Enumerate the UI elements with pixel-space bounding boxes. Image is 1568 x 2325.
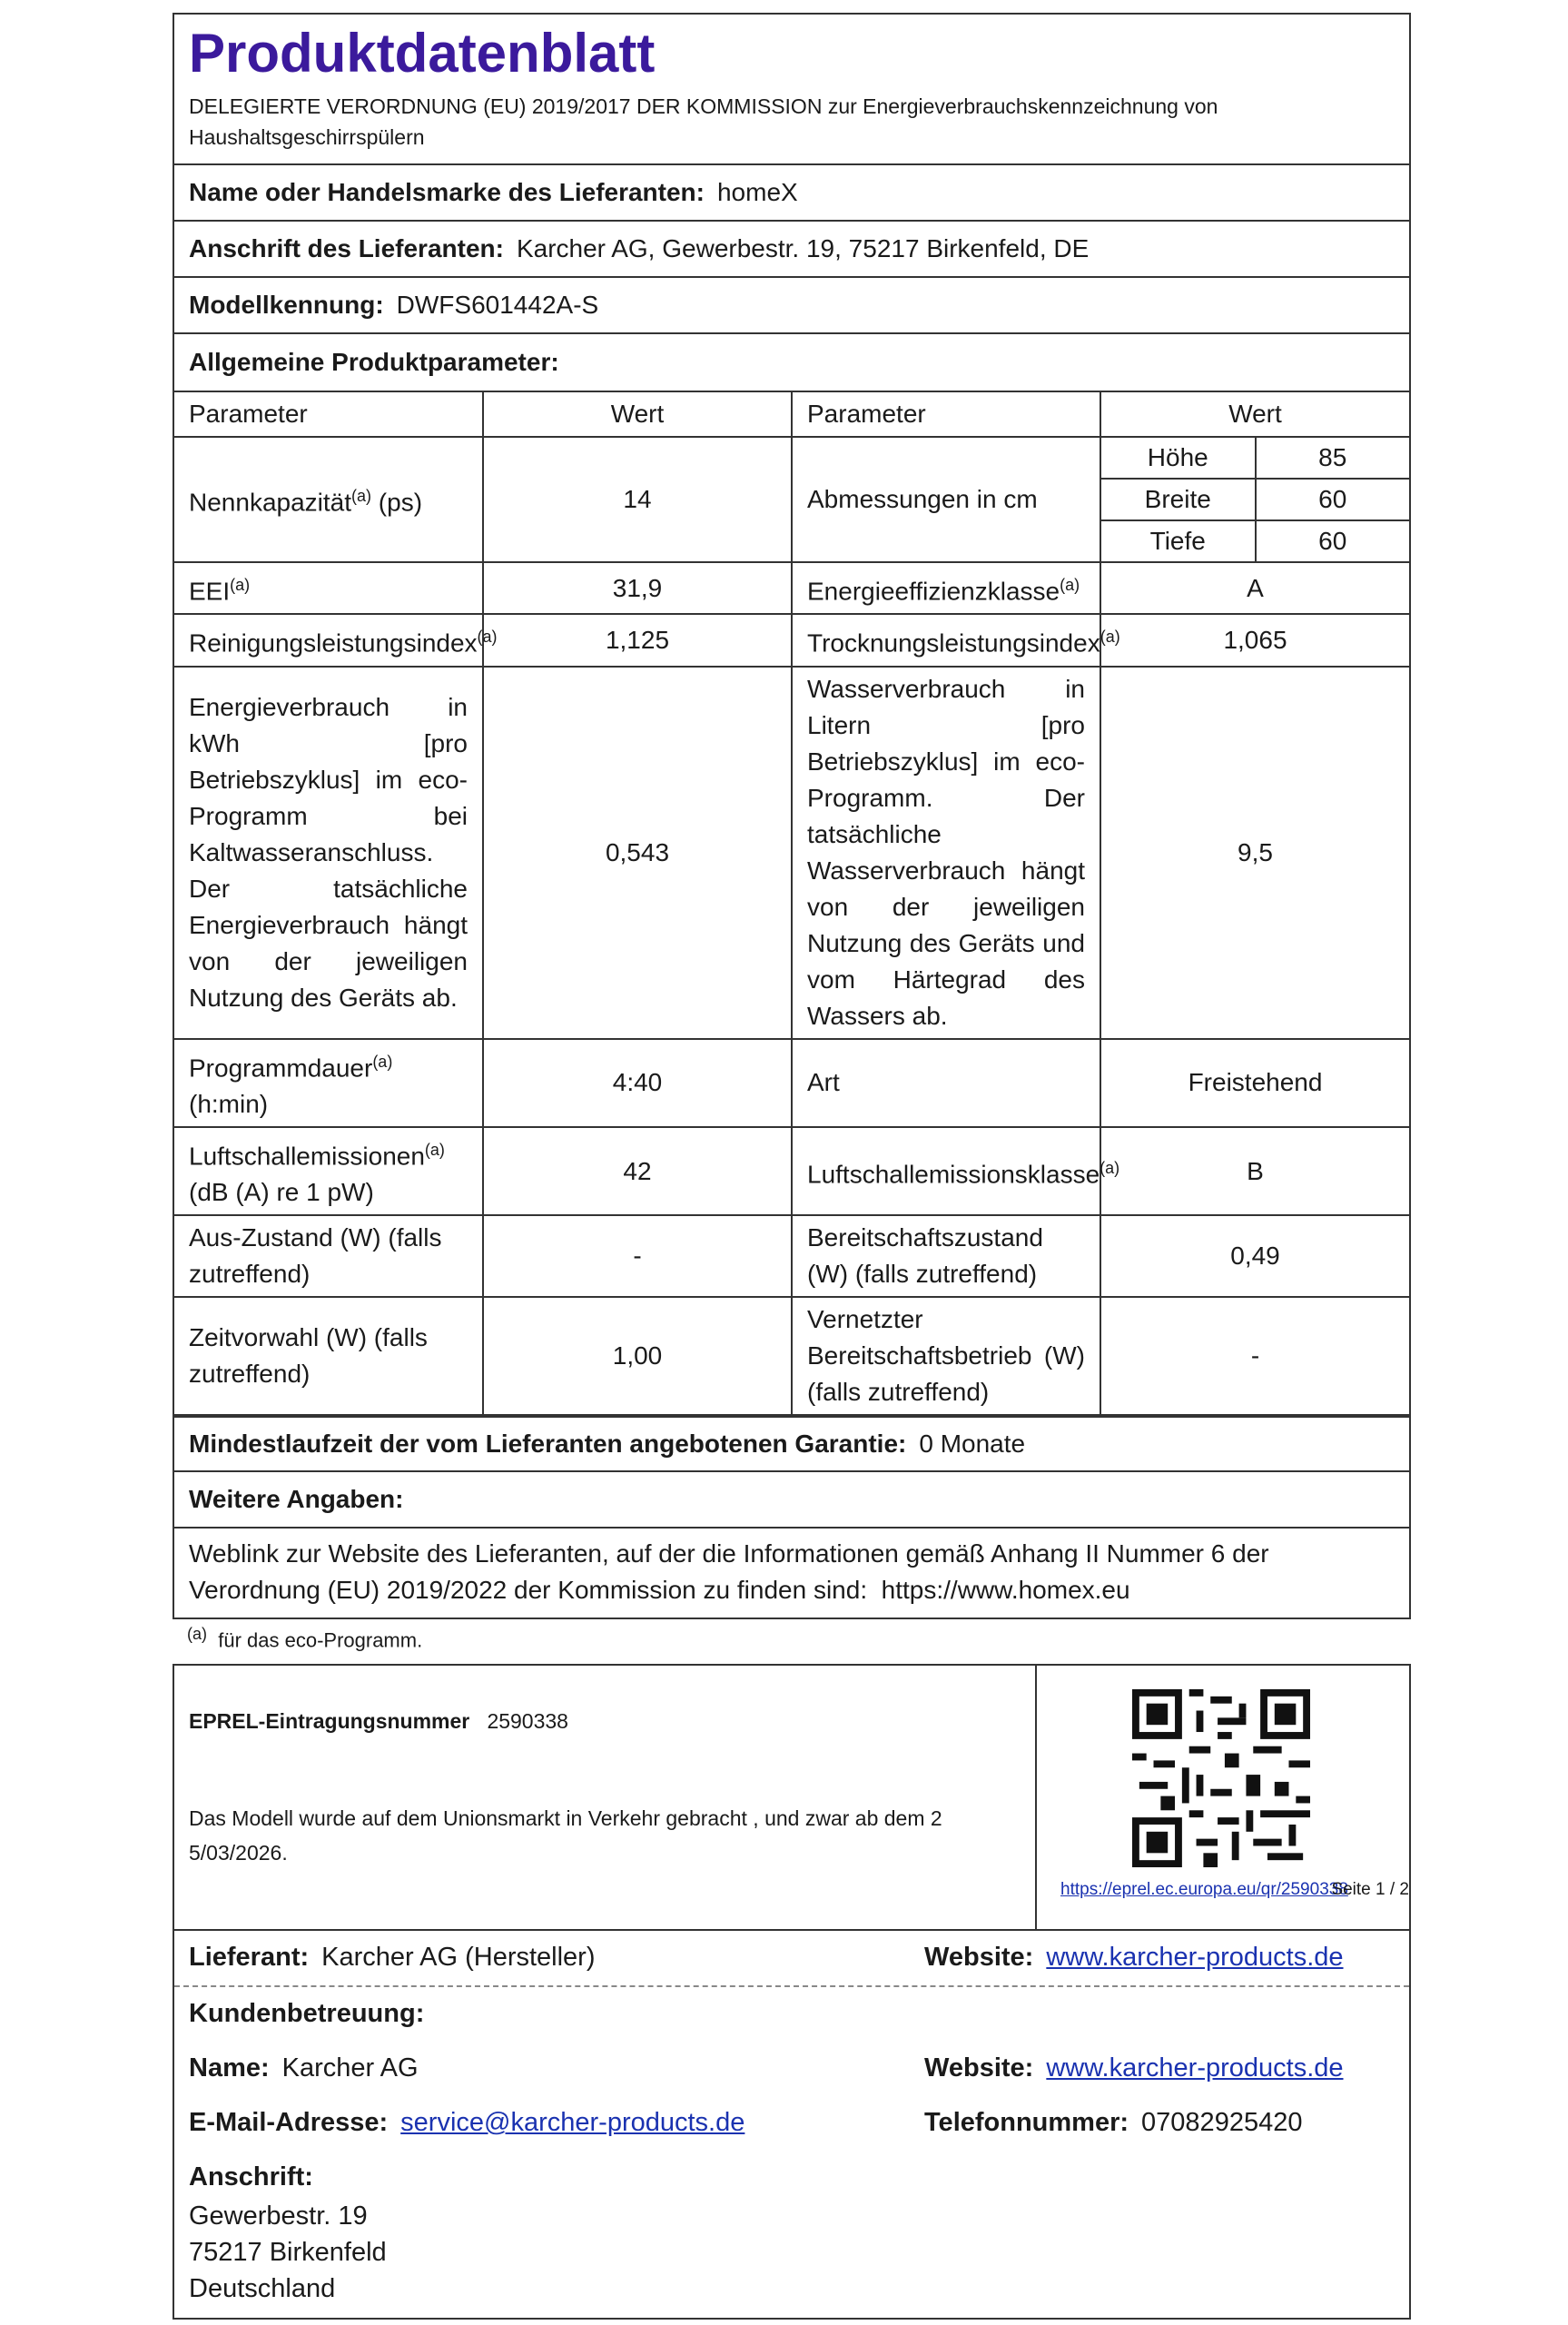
capacity-value: 14: [483, 437, 792, 562]
footnote-text: für das eco-Programm.: [218, 1628, 423, 1652]
supplier-address-label: Anschrift des Lieferanten:: [189, 234, 504, 262]
eprel-info: [174, 1666, 1037, 1929]
website-link-2[interactable]: www.karcher-products.de: [1046, 2053, 1344, 2083]
height-value: 85: [1256, 438, 1410, 479]
model-value: DWFS601442A-S: [396, 291, 599, 319]
networked-standby-value: -: [1100, 1297, 1409, 1415]
standby-value: 0,49: [1100, 1215, 1409, 1297]
qr-code-icon[interactable]: [1132, 1689, 1310, 1867]
cleaning-index-label: Reinigungsleistungsindex$^{(a)}$: [174, 614, 483, 666]
height-label: Höhe: [1101, 438, 1256, 479]
off-mode-value: -: [483, 1215, 792, 1297]
table-header-row: [174, 391, 1409, 437]
drying-index-value: 1,065: [1100, 614, 1409, 666]
param-header: Parameter: [174, 391, 483, 437]
value-header: Wert: [483, 391, 792, 437]
off-mode-label: Aus-Zustand (W) (falls zutreffend): [174, 1215, 483, 1297]
depth-value: 60: [1318, 527, 1347, 555]
table-row: [174, 614, 1409, 666]
website-link[interactable]: www.karcher-products.de: [1046, 1943, 1344, 1973]
supplier-name-label: Name oder Handelsmarke des Lieferanten:: [189, 178, 705, 206]
program-duration-value: 4:40: [483, 1039, 792, 1127]
guarantee-label: Mindestlaufzeit der vom Lieferanten angebotenen Garantie:: [189, 1430, 907, 1459]
supplier-address-row: [174, 222, 1409, 278]
table-row: [174, 667, 1409, 1039]
dimensions-cell: [1100, 437, 1409, 562]
capacity-label: Nennkapazität$^{(a)}$ (ps): [174, 437, 483, 562]
page-number: Seite 1 / 2: [1331, 1879, 1409, 1899]
parameter-table: [174, 391, 1409, 1416]
program-duration-label: Programmdauer$^{(a)}$ (h:min): [174, 1039, 483, 1127]
energy-class-value: A: [1100, 562, 1409, 614]
regulation-subtitle: DELEGIERTE VERORDNUNG (EU) 2019/2017 DER KOMMISSION zur Energieverbrauchskennzeichnung von Haushaltsgeschirrspülern: [189, 94, 1218, 149]
table-row: [174, 1039, 1409, 1127]
header-block: [174, 24, 1409, 165]
phone-value: 07082925420: [1141, 2108, 1303, 2138]
market-text: Das Modell wurde auf dem Unionsmarkt in Verkehr gebracht , und zwar ab dem 2 5/03/2026.: [189, 1806, 942, 1865]
general-params-label: Allgemeine Produktparameter:: [189, 348, 559, 376]
cleaning-index-value: 1,125: [483, 614, 792, 666]
further-info-label: Weitere Angaben:: [189, 1485, 404, 1514]
product-datasheet: [173, 13, 1411, 2320]
eei-value: 31,9: [483, 562, 792, 614]
table-row: [174, 1297, 1409, 1415]
supplier-address-value: Karcher AG, Gewerbestr. 19, 75217 Birkenfeld, DE: [516, 234, 1090, 262]
address-line: Deutschland: [189, 2273, 336, 2303]
address-block: [189, 2198, 1395, 2307]
width-value: 60: [1256, 479, 1410, 520]
supplier-line: [189, 1931, 1395, 1985]
service-label: Kundenbetreuung:: [189, 1999, 425, 2029]
water-consumption-label: Wasserverbrauch in Litern [pro Betriebszyklus] im eco-Programm. Der tatsächliche Wasserverbrauch hängt von der jeweiligen Nutzung des Geräts und vom Härtegrad des Wassers ab.: [792, 667, 1100, 1039]
eprel-line: [189, 1709, 1021, 1734]
noise-class-value: B: [1100, 1127, 1409, 1215]
table-row: [174, 1215, 1409, 1297]
supplier-label: Lieferant:: [189, 1943, 310, 1973]
noise-label: Luftschallemissionen$^{(a)}$ (dB (A) re 1 pW): [174, 1127, 483, 1215]
depth-label: Tiefe: [1101, 520, 1256, 561]
supplier-value: Karcher AG (Hersteller): [321, 1943, 596, 1973]
networked-standby-label: Vernetzter Bereitschaftsbetrieb (W) (falls zutreffend): [792, 1297, 1100, 1415]
drying-index-label: Trocknungsleistungsindex$^{(a)}$: [792, 614, 1100, 666]
energy-consumption-label: Energieverbrauch in kWh [pro Betriebszyklus] im eco-Programm bei Kaltwasseranschluss. Der tatsächliche Energieverbrauch hängt von der jeweiligen Nutzung des Geräts ab.: [174, 667, 483, 1039]
phone-label: Telefonnummer:: [924, 2108, 1129, 2138]
further-info-row: [174, 1472, 1409, 1529]
energy-class-label: Energieeffizienzklasse$^{(a)}$: [792, 562, 1100, 614]
delay-start-value: 1,00: [483, 1297, 792, 1415]
supplier-name-value: homeX: [716, 178, 798, 206]
service-line: [189, 1987, 1395, 2042]
guarantee-value: 0 Monate: [919, 1430, 1026, 1459]
page-title: Produktdatenblatt: [189, 23, 656, 84]
address-line: 75217 Birkenfeld: [189, 2237, 387, 2267]
eprel-block: [173, 1664, 1411, 1931]
name-value: Karcher AG: [281, 2053, 419, 2083]
address-label: Anschrift:: [189, 2162, 313, 2192]
model-label: Modellkennung:: [189, 291, 384, 319]
water-consumption-value: 9,5: [1100, 667, 1409, 1039]
eprel-number: 2590338: [487, 1708, 568, 1733]
website-label: Website:: [924, 1943, 1034, 1973]
name-label: Name:: [189, 2053, 270, 2083]
eprel-qr-area: [1037, 1666, 1409, 1929]
website-label: Website:: [924, 2053, 1034, 2083]
address-label-line: [189, 2151, 1395, 2205]
eei-label: EEI$^{(a)}$: [174, 562, 483, 614]
table-row: [174, 1127, 1409, 1215]
address-line: Gewerbestr. 19: [189, 2201, 368, 2231]
noise-class-label: Luftschallemissionsklasse$^{(a)}$: [792, 1127, 1100, 1215]
table-row: [174, 562, 1409, 614]
table-row: [174, 437, 1409, 562]
weblink-row: [174, 1529, 1409, 1619]
supplier-block: [173, 1931, 1411, 2320]
standby-label: Bereitschaftszustand (W) (falls zutreffend): [792, 1215, 1100, 1297]
qr-url[interactable]: https://eprel.ec.europa.eu/qr/2590338: [1060, 1879, 1348, 1899]
type-value: Freistehend: [1100, 1039, 1409, 1127]
param-header: Parameter: [792, 391, 1100, 437]
type-label: Art: [792, 1039, 1100, 1127]
delay-start-label: Zeitvorwahl (W) (falls zutreffend): [174, 1297, 483, 1415]
weblink-url[interactable]: https://www.homex.eu: [881, 1576, 1130, 1605]
model-row: [174, 278, 1409, 334]
guarantee-row: [174, 1416, 1409, 1472]
value-header: Wert: [1100, 391, 1409, 437]
email-label: E-Mail-Adresse:: [189, 2108, 389, 2138]
supplier-name-row: [174, 165, 1409, 222]
datasheet-box: [173, 13, 1411, 1619]
email-link[interactable]: service@karcher-products.de: [400, 2108, 745, 2138]
width-label: Breite: [1101, 479, 1256, 520]
weblink-text: Weblink zur Website des Lieferanten, auf der die Informationen gemäß Anhang II Nummer 6 der Verordnung (EU) 2019/2022 der Kommission zu finden sind:: [189, 1539, 1269, 1605]
energy-consumption-value: 0,543: [483, 667, 792, 1039]
eprel-label: EPREL-Eintragungsnummer: [189, 1708, 470, 1733]
name-line: [189, 2042, 1395, 2096]
noise-value: 42: [483, 1127, 792, 1215]
general-params-row: [174, 334, 1409, 391]
footnote: [187, 1625, 1411, 1652]
dimensions-label: Abmessungen in cm: [792, 437, 1100, 562]
email-line: [189, 2096, 1395, 2151]
footnote-mark: (a): [187, 1625, 207, 1644]
